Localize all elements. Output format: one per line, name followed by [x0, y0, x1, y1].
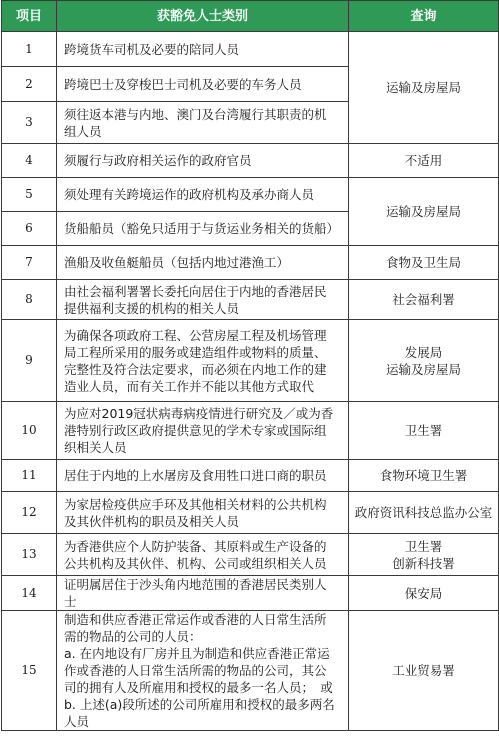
exempt-category: [57, 102, 349, 144]
department-name: 社会福利署: [392, 292, 455, 307]
item-number: 15: [2, 611, 57, 731]
department-name: 保安局: [404, 585, 443, 601]
category-text-line: 人员: [64, 714, 90, 729]
table-row: [2, 280, 499, 320]
exempt-category: [57, 492, 349, 534]
category-text-line: 居住于内地的上水屠房及食用牲口进口商的职员: [64, 468, 327, 483]
exempt-category: [57, 576, 349, 611]
exemption-table: [1, 0, 499, 731]
enquiry-department: [349, 460, 499, 492]
item-number: 12: [2, 492, 57, 534]
category-text-line: 货船船员（豁免只适用于与货运业务相关的货船）: [64, 221, 340, 236]
category-text-line: 司的拥有人及所雇用和授权的最多一名人员； 或: [64, 680, 333, 695]
category-text-line: 及其伙伴机构的职员及相关人员: [64, 513, 240, 529]
table-row: [2, 144, 499, 178]
department-name: 不适用: [404, 153, 443, 168]
item-number: 2: [2, 67, 57, 102]
category-text-line: 造业人员，而有关工作并不能以其他方式取代: [64, 378, 315, 394]
item-number: 14: [2, 576, 57, 611]
category-text-line: 局工程所采用的服务或建造组件或物料的质量、: [64, 344, 327, 360]
table-row: [2, 534, 499, 576]
department-name: 政府资讯科技总监办公室: [354, 505, 493, 520]
item-number: 10: [2, 402, 57, 460]
exempt-category: [57, 246, 349, 280]
enquiry-department: [349, 178, 499, 246]
exemption-table-container: [1, 0, 498, 731]
table-body: [2, 32, 499, 731]
category-text-line: 跨境巴士及穿梭巴士司机及必要的车务人员: [64, 76, 302, 92]
category-text-line: 为家居检疫供应手环及其他相关材料的公共机构: [64, 496, 327, 512]
exempt-category: [57, 178, 349, 212]
enquiry-department: [349, 32, 499, 144]
table-row: [2, 402, 499, 460]
category-text-line: 提供福利支援的机构的相关人员: [64, 300, 240, 316]
category-text-line: 公共机构及其伙伴、机构、公司或组织相关人员: [64, 555, 327, 571]
enquiry-department: [349, 320, 499, 402]
category-text-line: 需的物品的公司的人员：: [64, 629, 202, 644]
department-name: 卫生署: [404, 423, 443, 438]
enquiry-department: [349, 576, 499, 611]
header-enquiry: 查询: [349, 1, 499, 32]
department-name: 发展局: [404, 344, 443, 360]
category-text-line: 须处理有关跨境运作的政府机构及承办商人员: [64, 187, 315, 202]
item-number: 11: [2, 460, 57, 492]
category-text-line: 为应对2019冠状病毒病疫情进行研究及／或为香: [64, 406, 334, 421]
category-text-line: 作或香港的人日常生活所需的物品的公司，其公: [64, 663, 327, 678]
exempt-category: [57, 534, 349, 576]
category-text-line: 须履行与政府相关运作的政府官员: [64, 153, 252, 168]
category-text-line: 织相关人员: [64, 440, 127, 455]
table-row: [2, 32, 499, 67]
category-text-line: a. 在内地设有厂房并且为制造和供应香港正常运: [64, 646, 330, 661]
item-number: 5: [2, 178, 57, 212]
department-name: 食物及卫生局: [385, 255, 461, 270]
exempt-category: [57, 280, 349, 320]
category-text-line: 证明属居住于沙头角内地范围的香港居民类别人: [64, 577, 327, 592]
department-name: 运输及房屋局: [385, 361, 461, 377]
item-number: 8: [2, 280, 57, 320]
exempt-category: [57, 32, 349, 67]
item-number: 13: [2, 534, 57, 576]
enquiry-department: [349, 534, 499, 576]
exempt-category: [57, 320, 349, 402]
header-category: 获豁免人士类别: [57, 1, 349, 32]
category-text-line: 须往返本港与内地、澳门及台湾履行其职责的机: [64, 106, 327, 122]
table-row: [2, 611, 499, 731]
table-row: [2, 246, 499, 280]
enquiry-department: [349, 144, 499, 178]
department-name: 食物环境卫生署: [379, 468, 468, 483]
category-text-line: 士: [64, 594, 77, 609]
table-row: [2, 492, 499, 534]
category-text-line: 组人员: [64, 123, 102, 139]
department-name: 运输及房屋局: [385, 204, 461, 219]
category-text-line: 港特别行政区政府提供意见的学术专家或国际组: [64, 423, 327, 438]
header-row: [2, 1, 499, 32]
enquiry-department: [349, 492, 499, 534]
category-text-line: 渔船及收鱼艇船员（包括内地过港渔工）: [64, 255, 290, 270]
enquiry-department: [349, 611, 499, 731]
table-row: [2, 576, 499, 611]
exempt-category: [57, 402, 349, 460]
department-name: 工业贸易署: [392, 663, 455, 678]
department-name: 卫生署: [404, 538, 443, 554]
exempt-category: [57, 460, 349, 492]
exempt-category: [57, 212, 349, 246]
table-row: [2, 460, 499, 492]
enquiry-department: [349, 280, 499, 320]
category-text-line: b. 上述(a)段所述的公司所雇用和授权的最多两名: [64, 697, 335, 712]
header-item-no: 项目: [2, 1, 57, 32]
item-number: 3: [2, 102, 57, 144]
item-number: 6: [2, 212, 57, 246]
category-text-line: 制造和供应香港正常运作或香港的人日常生活所: [64, 612, 327, 627]
exempt-category: [57, 144, 349, 178]
exempt-category: [57, 67, 349, 102]
category-text-line: 跨境货车司机及必要的陪同人员: [64, 41, 240, 57]
table-row: [2, 178, 499, 212]
item-number: 7: [2, 246, 57, 280]
category-text-line: 完整性及符合法定要求，而必须在内地工作的建: [64, 361, 327, 377]
category-text-line: 为香港供应个人防护装备、其原料或生产设备的: [64, 538, 327, 554]
item-number: 9: [2, 320, 57, 402]
department-name: 创新科技署: [392, 555, 455, 571]
category-text-line: 为确保各项政府工程、公营房屋工程及机场管理: [64, 327, 327, 343]
enquiry-department: [349, 402, 499, 460]
item-number: 4: [2, 144, 57, 178]
item-number: 1: [2, 32, 57, 67]
table-row: [2, 320, 499, 402]
enquiry-department: [349, 246, 499, 280]
category-text-line: 由社会福利署署长委托向居住于内地的香港居民: [64, 283, 327, 299]
department-name: 运输及房屋局: [385, 80, 461, 95]
exempt-category: [57, 611, 349, 731]
